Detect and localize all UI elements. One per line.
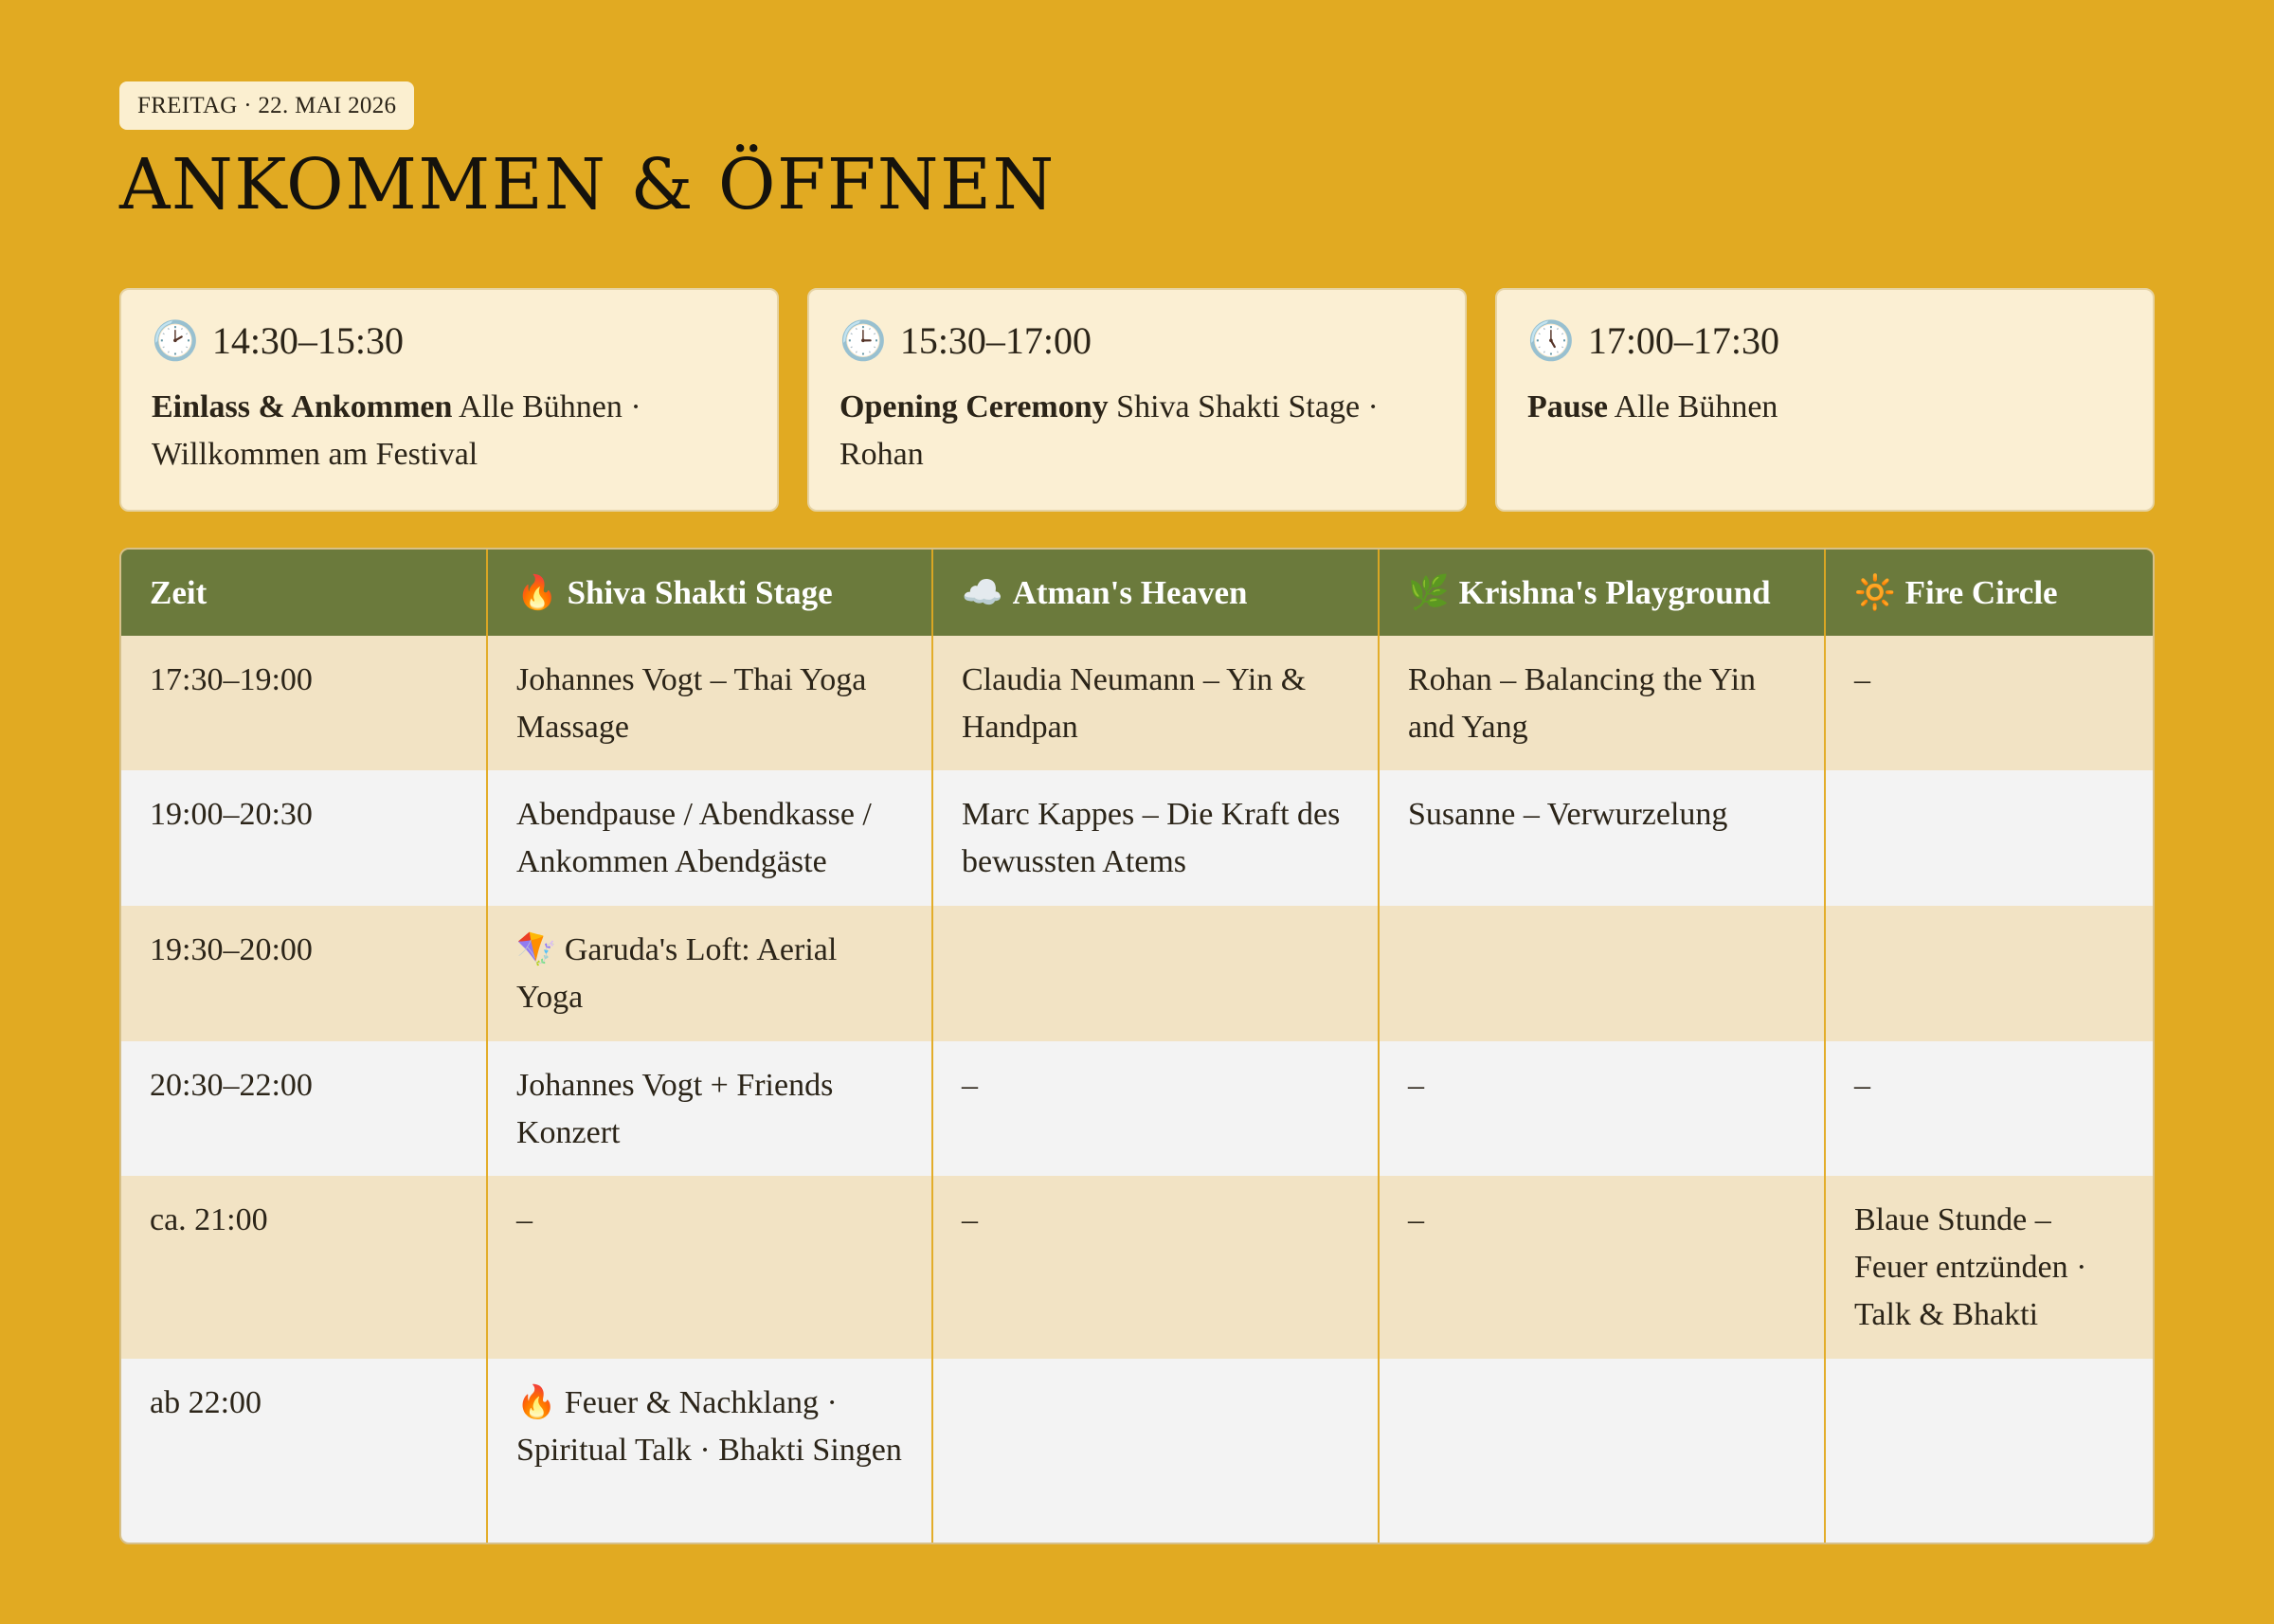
card-detail: Alle Bühnen · Willkommen am Festival <box>152 389 641 472</box>
session-cell: Abendpause / Abendkasse / Ankommen Abendgäste <box>487 770 932 906</box>
session-cell: – <box>932 1176 1379 1359</box>
session-cell: 🪁 Garuda's Loft: Aerial Yoga <box>487 906 932 1041</box>
cloud-icon: ☁️ <box>962 574 1003 611</box>
sun-icon: 🔆 <box>1854 574 1896 611</box>
date-badge: FREITAG · 22. MAI 2026 <box>119 81 414 130</box>
session-cell: Johannes Vogt – Thai Yoga Massage <box>487 636 932 770</box>
card-time: 17:00–17:30 <box>1587 319 1780 362</box>
clock-icon: 🕑 <box>152 318 199 362</box>
card-detail: Alle Bühnen <box>1608 389 1778 424</box>
column-header-stage: ☁️ Atman's Heaven <box>932 550 1379 636</box>
page-title: ANKOMMEN & ÖFFNEN <box>119 144 1056 226</box>
session-cell: – <box>1825 636 2153 770</box>
session-cell: – <box>487 1176 932 1359</box>
table-row <box>121 1176 2153 1359</box>
session-cell: – <box>1379 1176 1825 1359</box>
session-cell <box>1825 770 2153 906</box>
session-cell <box>1379 1359 1825 1543</box>
column-header-stage: 🔥 Shiva Shakti Stage <box>487 550 932 636</box>
session-cell <box>932 1359 1379 1543</box>
time-cell: 19:00–20:30 <box>121 770 487 906</box>
clock-icon: 🕔 <box>1527 318 1575 362</box>
session-cell: Claudia Neumann – Yin & Handpan <box>932 636 1379 770</box>
table-row <box>121 770 2153 906</box>
schedule-card <box>119 288 779 512</box>
table-row <box>121 1041 2153 1176</box>
session-cell <box>1825 1359 2153 1543</box>
card-time: 14:30–15:30 <box>211 319 405 362</box>
time-cell: 19:30–20:00 <box>121 906 487 1041</box>
clock-icon: 🕒 <box>839 318 887 362</box>
card-title: Einlass & Ankommen <box>152 389 453 424</box>
column-header-stage: 🌿 Krishna's Playground <box>1379 550 1825 636</box>
session-cell: – <box>1825 1041 2153 1176</box>
time-cell: 17:30–19:00 <box>121 636 487 770</box>
table-row <box>121 906 2153 1041</box>
schedule-card <box>807 288 1467 512</box>
card-time: 15:30–17:00 <box>899 319 1092 362</box>
card-detail: Shiva Shakti Stage · Rohan <box>839 389 1379 472</box>
fire-icon: 🔥 <box>516 574 558 611</box>
card-title: Opening Ceremony <box>839 389 1109 424</box>
session-cell <box>932 906 1379 1041</box>
herb-icon: 🌿 <box>1408 574 1450 611</box>
table-row <box>121 1359 2153 1543</box>
session-cell: Susanne – Verwurzelung <box>1379 770 1825 906</box>
session-cell: – <box>1379 1041 1825 1176</box>
session-cell: Rohan – Balancing the Yin and Yang <box>1379 636 1825 770</box>
column-header-time: Zeit <box>121 550 487 636</box>
card-title: Pause <box>1527 389 1608 424</box>
session-cell: Marc Kappes – Die Kraft des bewussten Atems <box>932 770 1379 906</box>
table-row <box>121 636 2153 770</box>
session-cell <box>1825 906 2153 1041</box>
timeline-cards <box>119 288 2155 512</box>
schedule-card <box>1495 288 2155 512</box>
session-cell <box>1379 906 1825 1041</box>
time-cell: ab 22:00 <box>121 1359 487 1543</box>
column-header-stage: 🔆 Fire Circle <box>1825 550 2153 636</box>
session-cell: Johannes Vogt + Friends Konzert <box>487 1041 932 1176</box>
schedule-table <box>119 548 2155 1544</box>
session-cell: 🔥 Feuer & Nachklang · Spiritual Talk · Bhakti Singen <box>487 1359 932 1543</box>
time-cell: ca. 21:00 <box>121 1176 487 1359</box>
table-header-row <box>121 550 2153 636</box>
time-cell: 20:30–22:00 <box>121 1041 487 1176</box>
session-cell: – <box>932 1041 1379 1176</box>
page <box>119 81 2155 1468</box>
session-cell: Blaue Stunde – Feuer entzünden · Talk & Bhakti <box>1825 1176 2153 1359</box>
